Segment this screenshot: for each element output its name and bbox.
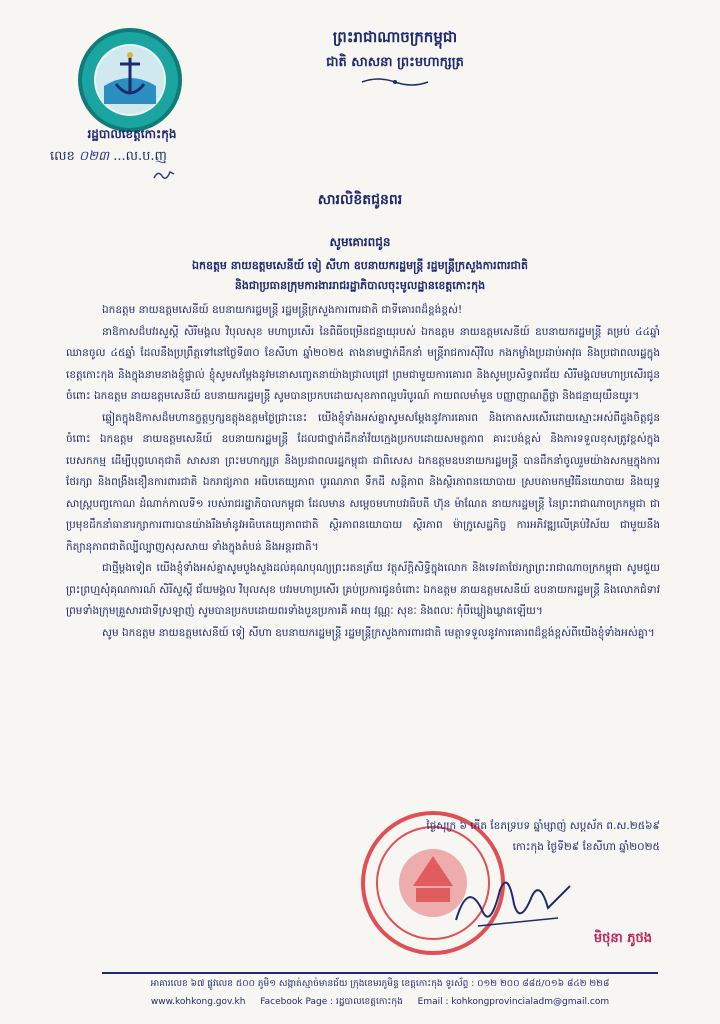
addressee-line-2: និងជាប្រធានក្រុមការងាររាជរដ្ឋាភិបាលចុះមូលដ្ឋានខេត្តកោះកុង xyxy=(234,279,486,292)
footer-address: អាគារលេខ ៦៧ ផ្លូវលេខ ៥០០ ភូមិ១ សង្កាត់ស្មាច់មានជ័យ ក្រុងខេមរភូមិន្ទ ខេត្តកោះកុង ទូរស័ព្ទ : ០១២ ២០០ ៨៨៥/០១៦ ៨៤២ ២២៨ xyxy=(150,979,610,989)
solar-date: កោះកុង ថ្ងៃទី២៩ ខែសីហា ឆ្នាំ២០២៥ xyxy=(512,841,660,853)
paragraph-salutation: ឯកឧត្តម នាយឧត្តមសេនីយ៍ ឧបនាយករដ្ឋមន្ត្រី រដ្ឋមន្ត្រីក្រសួងការពារជាតិ ជាទីគោរពដ៏ខ្ពង់ខ្ពស់! xyxy=(102,304,463,316)
footer-email-link[interactable]: Email : kohkongprovincialadm@gmail.com xyxy=(417,997,610,1007)
reference-label: លេខ xyxy=(50,149,75,164)
lunar-date: ថ្ងៃសុក្រ ៦ កើត ខែភទ្របទ ឆ្នាំម្សាញ់ សប្តស័ក ព.ស.២៥៦៩ xyxy=(426,820,660,832)
provincial-emblem-logo xyxy=(78,28,182,132)
reference-suffix: ...ល.ប.ញ xyxy=(113,149,167,164)
handwritten-mark-icon xyxy=(152,168,176,182)
document-title: សារលិខិតជូនពរ xyxy=(317,192,403,208)
paragraph-blessings: ជាថ្មីម្តងទៀត យើងខ្ញុំទាំងអស់គ្នាសូមបួងសួងដល់គុណបុណ្យព្រះរតនត្រ័យ វត្ថុស័ក្តិសិទ្ធិក្នុងលោក និងទេវតាថែរក្សាព្រះរាជាណាចក្រកម្ពុជា សូមជួយព្រះព្រហ្មសុំគុណការណ៍ សិរីសួស្តី ជ័យមង្គល វិបុលសុខ បវរមហាប្រសើរ គ្រប់ប្រការជូនចំពោះ ឯកឧត្តម នាយឧត្តមសេនីយ៍ ឧបនាយករដ្ឋមន្ត្រី និងលោកជំទាវ ព្រមទាំងក្រុមគ្រួសារជាទីស្រឡាញ់ សូមបានប្រកបដោយពរទាំងបួនប្រការគឺ អាយុ វណ្ណៈ សុខៈ និងពលៈ កុំបីឃ្លៀងឃ្លាតឡើយ។ xyxy=(66,562,660,617)
ornamental-divider-icon xyxy=(360,76,430,88)
greeting: សូមគោរពជូន xyxy=(329,235,391,249)
addressee-line-1: ឯកឧត្តម នាយឧត្តមសេនីយ៍ ទៀ សីហា ឧបនាយករដ្ឋមន្ត្រី រដ្ឋមន្ត្រីក្រសួងការពារជាតិ xyxy=(192,259,528,272)
signer-name: មិថុនា ភូថង xyxy=(593,931,652,946)
reference-number-value: ០២៣ xyxy=(78,149,110,164)
paragraph-birthday-wishes: នាឱកាសដ៏បវរសួស្តី សិរីមង្គល វិបុលសុខ មហាប្រសើរ នៃពិធីចម្រើនជន្មាយុរបស់ ឯកឧត្តម នាយឧត្តមសេនីយ៍ ឧបនាយករដ្ឋមន្ត្រី គម្រប់ ៤៤ឆ្នាំ ឈានចូល ៤៥ឆ្នាំ ដែលនឹងប្រព្រឹត្តទៅនៅថ្ងៃទី៣០ ខែសីហា ឆ្នាំ២០២៥ តាងនាមថ្នាក់ដឹកនាំ មន្ត្រីរាជការស៊ីវិល កងកម្លាំងប្រដាប់អាវុធ និងប្រជាពលរដ្ឋក្នុងខេត្តកោះកុង និងក្នុងនាមនាងខ្ញុំផ្ទាល់ ខ្ញុំសូមសម្តែងនូវមនោសញ្ចេតនាយ៉ាងជ្រាលជ្រៅ ព្រមជាមួយការគោរព និងសូមប្រសិទ្ធពរជ័យ សិរីមង្គលមហាប្រសើរជូនចំពោះ ឯកឧត្តម នាយឧត្តមសេនីយ៍ ឧបនាយករដ្ឋមន្ត្រី សូមបានប្រកបដោយសុខភាពល្អបរិបូរណ៍ កាយពលមាំមួន បញ្ញាញាណភ្លឺថ្លា និងជន្មាយុយឺនយូរ។ xyxy=(66,325,660,402)
letter-body xyxy=(66,300,660,644)
anchor-emblem-icon xyxy=(94,44,166,116)
handwritten-signature xyxy=(448,860,578,940)
addressee-block xyxy=(66,256,654,296)
paragraph-closing: សូម ឯកឧត្តម នាយឧត្តមសេនីយ៍ ទៀ សីហា ឧបនាយករដ្ឋមន្ត្រី រដ្ឋមន្ត្រីក្រសួងការពារជាតិ មេត្តាទទួលនូវការគោរពដ៏ខ្ពង់ខ្ពស់ពីយើងខ្ញុំទាំងអស់គ្នា។ xyxy=(102,626,655,639)
date-block xyxy=(300,816,660,858)
paragraph-appreciation: ឆ្លៀតក្នុងឱកាសដ៏មហានក្ខត្តឫក្សឧត្តុងឧត្តមថ្ងៃជ្រាះនេះ យើងខ្ញុំទាំងអស់គ្នាសូមសម្តែងនូវការគោរព និងកោតសរសើរដោយស្មោះអស់ពីដួងចិត្តជូនចំពោះ ឯកឧត្តម នាយឧត្តមសេនីយ៍ ឧបនាយករដ្ឋមន្ត្រី ដែលជាថ្នាក់ដឹកនាំវ័យក្មេងប្រកបដោយសមត្ថភាព គារះបង់ខ្ពស់ និងការទទួលខុសត្រូវខ្ពស់ក្នុងបេសកកម្ម ដើម្បីបុព្វហេតុជាតិ សាសនា ព្រះមហាក្សត្រ និងប្រជាពលរដ្ឋកម្ពុជា ជាពិសេស ឯកឧត្តមឧបនាយករដ្ឋមន្ត្រី បានដឹកនាំចូលរួមយ៉ាងសកម្មក្នុងការថែរក្សា និងពង្រឹងខឿនការពារជាតិ ឯករាជ្យភាព អធិបតេយ្យភាព បូរណភាព ទឹកដី សន្តិភាព និងស្ថិរភាពនយោបាយ ស្របតាមកម្មវិធីនយោបាយ និងយុទ្ធសាស្ត្របញ្ចកោណ ដំណាក់កាលទី១ របស់រាជរដ្ឋាភិបាលកម្ពុជា ដែលមាន សម្តេចមហាបវរធិបតី ហ៊ុន ម៉ាណែត នាយករដ្ឋមន្ត្រី នៃព្រះរាជាណាចក្រកម្ពុជា ជាប្រមុខដឹកនាំធានារក្សាការពារបានយ៉ាងរឹងមាំនូវអធិបតេយ្យភាពជាតិ ស្ថិរភាពនយោបាយ ស្ថិរភាព ម៉ាក្រូសេដ្ឋកិច្ច ការអភិវឌ្ឍលើគ្រប់វិស័យ ជាមួយនឹងកិត្យានុភាពជាតិល្បីល្បាញសុសសាយ ទាំងក្នុងតំបន់ និងអន្តរជាតិ។ xyxy=(66,411,660,553)
reference-number xyxy=(50,148,167,167)
kingdom-title: ព្រះរាជាណាចក្រកម្ពុជា xyxy=(332,28,458,46)
footer-facebook-link[interactable]: Facebook Page : រដ្ឋបាលខេត្តកោះកុង xyxy=(260,997,403,1007)
office-name: រដ្ឋបាលខេត្តកោះកុង xyxy=(87,127,177,141)
national-motto: ជាតិ សាសនា ព្រះមហាក្សត្រ xyxy=(326,55,464,70)
footer-website-link[interactable]: www.kohkong.gov.kh xyxy=(150,997,246,1007)
footer-contacts xyxy=(102,996,658,1009)
footer-divider xyxy=(102,972,658,974)
